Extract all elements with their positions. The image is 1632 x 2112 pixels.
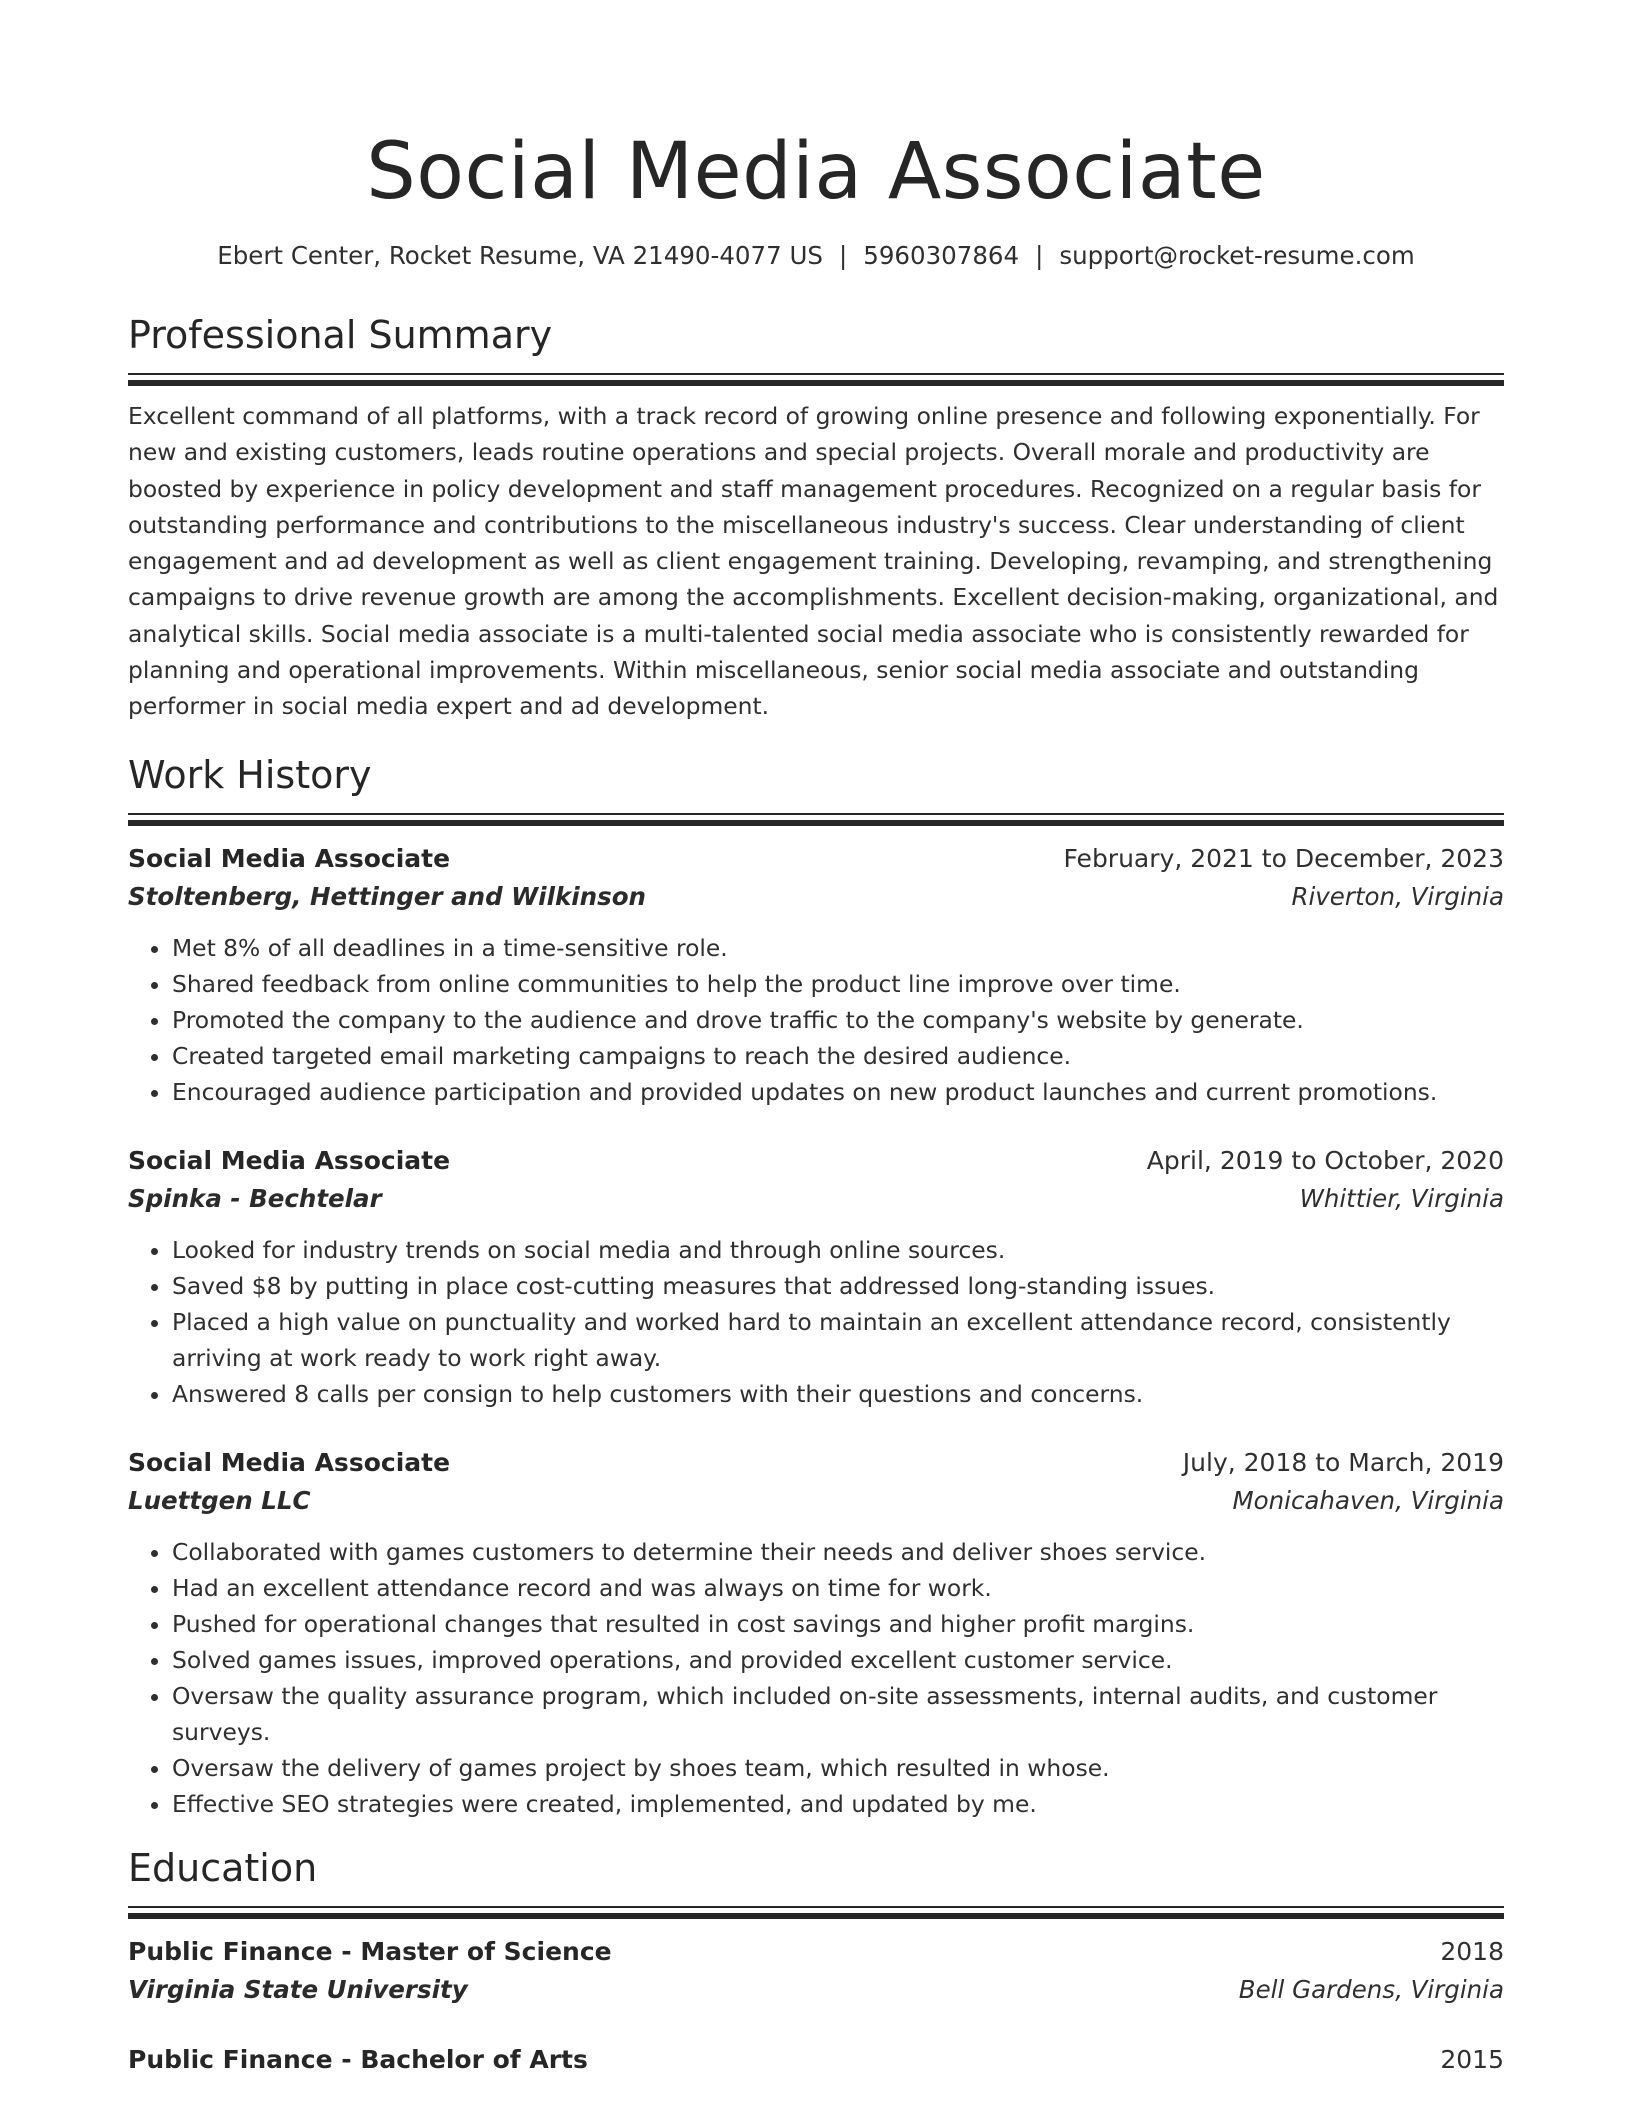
education-degree: Public Finance - Master of Science xyxy=(128,1936,612,1966)
job-subheader xyxy=(128,1482,1504,1520)
job-title: Social Media Associate xyxy=(128,1447,451,1477)
section-divider xyxy=(128,813,1504,815)
job-bullet: • Oversaw the quality assurance program, which included on-site assessments, internal audits, and customer surveys. xyxy=(172,1678,1504,1750)
job-bullet: • Promoted the company to the audience and drove traffic to the company's website by generate. xyxy=(172,1002,1504,1038)
contact-separator: | xyxy=(838,241,848,270)
job-bullets xyxy=(128,1232,1504,1412)
job-title: Social Media Associate xyxy=(128,843,451,873)
job-entry xyxy=(128,1142,1504,1412)
job-company: Stoltenberg, Hettinger and Wilkinson xyxy=(128,881,646,911)
education-location: Bell Gardens, Virginia xyxy=(1238,1974,1504,2004)
contact-separator: | xyxy=(1035,241,1044,270)
section-divider-thick xyxy=(128,1913,1504,1919)
work-history-section xyxy=(128,751,1504,1822)
job-subheader xyxy=(128,1180,1504,1218)
job-bullet: • Encouraged audience participation and provided updates on new product launches and current promotions. xyxy=(172,1074,1504,1110)
job-bullet: • Shared feedback from online communities to help the product line improve over time. xyxy=(172,966,1504,1002)
job-bullet: • Answered 8 calls per consign to help customers with their questions and concerns. xyxy=(172,1376,1504,1412)
job-bullet: • Met 8% of all deadlines in a time-sensitive role. xyxy=(172,930,1504,966)
job-entry xyxy=(128,840,1504,1110)
education-subheader xyxy=(128,1971,1504,2009)
job-location: Monicahaven, Virginia xyxy=(1232,1485,1504,1515)
resume-page xyxy=(128,0,1504,2079)
section-divider xyxy=(128,1906,1504,1908)
job-bullet: • Oversaw the delivery of games project by shoes team, which resulted in whose. xyxy=(172,1750,1504,1786)
contact-email[interactable]: support@rocket-resume.com xyxy=(1059,241,1415,270)
education-degree: Public Finance - Bachelor of Arts xyxy=(128,2044,588,2074)
contact-phone: 5960307864 xyxy=(863,241,1020,270)
job-dates: February, 2021 to December, 2023 xyxy=(1063,843,1504,873)
section-divider-thick xyxy=(128,820,1504,826)
job-bullet: • Had an excellent attendance record and was always on time for work. xyxy=(172,1570,1504,1606)
job-entry xyxy=(128,1444,1504,1822)
summary-text: Excellent command of all platforms, with a track record of growing online presence and following exponentially. For new and existing customers, leads routine operations and special projects. Overall morale and productivity are boosted by experience in policy development and staff management procedures. Recognized on a regular basis for outstanding performance and contributions to the miscellaneous industry's success. Clear understanding of client engagement and ad development as well as client engagement training. Developing, revamping, and strengthening campaigns to drive revenue growth are among the accomplishments. Excellent decision-making, organizational, and analytical skills. Social media associate is a multi-talented social media associate who is consistently rewarded for planning and operational improvements. Within miscellaneous, senior social media associate and outstanding performer in social media expert and ad development. xyxy=(128,402,1499,721)
job-bullets xyxy=(128,1534,1504,1822)
education-year: 2015 xyxy=(1440,2044,1504,2074)
job-bullet: • Collaborated with games customers to determine their needs and deliver shoes service. xyxy=(172,1534,1504,1570)
job-dates: July, 2018 to March, 2019 xyxy=(1182,1447,1504,1477)
job-bullet: • Created targeted email marketing campaigns to reach the desired audience. xyxy=(172,1038,1504,1074)
section-title-education: Education xyxy=(128,1845,318,1890)
job-bullet: • Pushed for operational changes that resulted in cost savings and higher profit margins. xyxy=(172,1606,1504,1642)
job-title: Social Media Associate xyxy=(128,1145,451,1175)
education-header xyxy=(128,1933,1504,1971)
job-bullet: • Saved $8 by putting in place cost-cutting measures that addressed long-standing issues. xyxy=(172,1268,1504,1304)
job-bullet: • Placed a high value on punctuality and worked hard to maintain an excellent attendance record, consistently arriving at work ready to work right away. xyxy=(172,1304,1504,1376)
summary-section xyxy=(128,311,1504,725)
education-entry xyxy=(128,2041,1504,2079)
job-dates: April, 2019 to October, 2020 xyxy=(1146,1145,1504,1175)
contact-line xyxy=(128,238,1504,274)
job-header xyxy=(128,1142,1504,1180)
contact-address: Ebert Center, Rocket Resume, VA 21490-4077 US xyxy=(217,241,823,270)
job-location: Whittier, Virginia xyxy=(1299,1183,1504,1213)
education-header xyxy=(128,2041,1504,2079)
section-divider-thick xyxy=(128,380,1504,386)
section-title-work-history: Work History xyxy=(128,752,372,797)
job-bullet: • Solved games issues, improved operations, and provided excellent customer service. xyxy=(172,1642,1504,1678)
education-school: Virginia State University xyxy=(128,1974,468,2004)
education-entry xyxy=(128,1933,1504,2009)
section-divider xyxy=(128,373,1504,375)
job-bullet: • Effective SEO strategies were created, implemented, and updated by me. xyxy=(172,1786,1504,1822)
job-company: Luettgen LLC xyxy=(128,1485,311,1515)
job-bullet: • Looked for industry trends on social media and through online sources. xyxy=(172,1232,1504,1268)
education-year: 2018 xyxy=(1440,1936,1504,1966)
candidate-name: Social Media Associate xyxy=(366,127,1266,217)
job-location: Riverton, Virginia xyxy=(1291,881,1504,911)
job-header xyxy=(128,1444,1504,1482)
job-subheader xyxy=(128,878,1504,916)
job-bullets xyxy=(128,930,1504,1110)
education-section xyxy=(128,1844,1504,2079)
job-header xyxy=(128,840,1504,878)
job-company: Spinka - Bechtelar xyxy=(128,1183,382,1213)
section-title-summary: Professional Summary xyxy=(128,313,553,357)
